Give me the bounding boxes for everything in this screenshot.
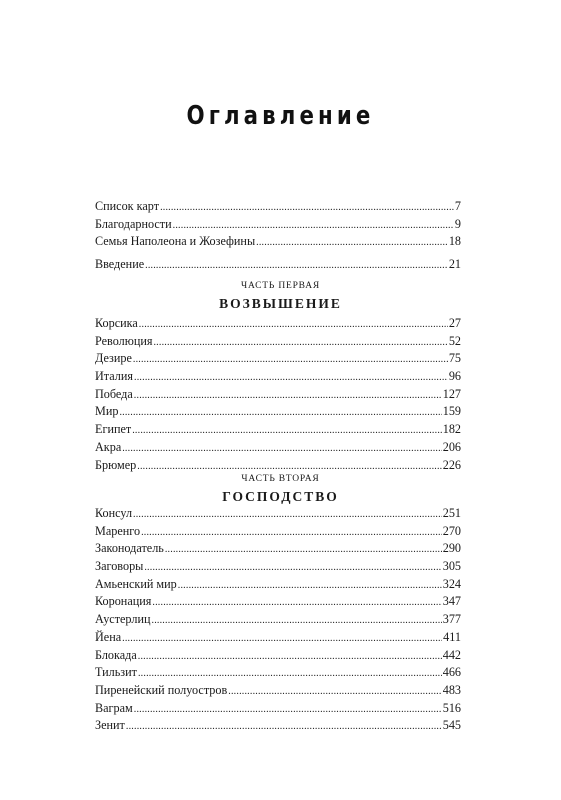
toc-entry-page: 226	[442, 457, 461, 472]
toc-entry[interactable]	[95, 457, 461, 475]
toc-entry-label: Йена	[95, 629, 122, 644]
toc-entry-label: Египет	[95, 422, 132, 437]
dot-leader	[122, 630, 442, 648]
toc-entry[interactable]	[95, 664, 461, 682]
part-label: ЧАСТЬ ПЕРВАЯ	[240, 281, 320, 291]
dot-leader	[178, 577, 442, 595]
toc-entry-page: 377	[442, 612, 461, 627]
dot-leader	[144, 559, 441, 577]
toc-entry[interactable]	[95, 368, 461, 386]
toc-entry-page: 290	[442, 541, 461, 556]
toc-entry-label: Амьенский мир	[95, 576, 177, 591]
toc-entry-label: Аустерлиц	[95, 612, 151, 627]
dot-leader	[228, 683, 441, 701]
toc-entry-label: Семья Наполеона и Жозефины	[95, 234, 256, 249]
toc-entry-page: 7	[454, 199, 461, 213]
toc-entry-page: 466	[442, 665, 461, 680]
toc-entry[interactable]	[95, 523, 461, 541]
dot-leader	[139, 316, 448, 334]
dot-leader	[138, 665, 442, 683]
dot-leader	[134, 701, 442, 719]
dot-leader	[126, 718, 442, 736]
toc-entry-page: 545	[442, 718, 461, 733]
toc-entry-label: Блокада	[95, 647, 137, 662]
toc-entry[interactable]	[95, 505, 461, 523]
toc-entry-label: Введение	[95, 257, 145, 271]
toc-entry-page: 442	[442, 647, 461, 662]
dot-leader	[134, 387, 442, 405]
dot-leader	[141, 524, 442, 542]
dot-leader	[133, 351, 448, 369]
toc-entry[interactable]	[95, 315, 461, 333]
dot-leader	[160, 199, 454, 217]
toc-entry[interactable]	[95, 576, 461, 594]
toc-entry-label: Победа	[95, 386, 133, 401]
dot-leader	[137, 458, 441, 476]
toc-entry[interactable]	[95, 558, 461, 576]
toc-entry-page: 483	[442, 682, 461, 697]
toc-entry-label: Консул	[95, 506, 133, 520]
part-label: ЧАСТЬ ВТОРАЯ	[241, 474, 320, 484]
dot-leader	[173, 217, 454, 235]
toc-entry-page: 347	[442, 594, 461, 609]
dot-leader	[133, 506, 442, 524]
dot-leader	[153, 334, 447, 352]
toc-entry-label: Законодатель	[95, 541, 164, 556]
dot-leader	[134, 369, 448, 387]
part-title: ГОСПОДСТВО	[222, 489, 339, 504]
toc-entry[interactable]	[95, 629, 461, 647]
toc-entry-label: Благодарности	[95, 216, 172, 231]
dot-leader	[132, 422, 441, 440]
toc-entry[interactable]	[95, 700, 461, 718]
toc-entry-label: Ваграм	[95, 700, 133, 715]
toc-entry-page: 18	[448, 234, 461, 249]
toc-part-one	[95, 315, 461, 474]
toc-entry[interactable]	[95, 717, 461, 735]
toc-entry[interactable]	[95, 647, 461, 665]
toc-entry[interactable]	[95, 216, 461, 234]
toc-entry-label: Пиренейский полуостров	[95, 682, 228, 697]
dot-leader	[119, 404, 441, 422]
toc-entry-label: Коронация	[95, 594, 152, 609]
toc-entry-page: 182	[442, 422, 461, 437]
toc-front-matter	[95, 198, 461, 251]
toc-entry-page: 127	[442, 386, 461, 401]
toc-entry-page: 21	[448, 257, 461, 271]
toc-entry[interactable]	[95, 403, 461, 421]
dot-leader	[152, 612, 442, 630]
toc-entry[interactable]	[95, 386, 461, 404]
toc-entry-label: Заговоры	[95, 559, 144, 574]
toc-entry[interactable]	[95, 233, 461, 251]
dot-leader	[256, 234, 448, 252]
dot-leader	[122, 440, 441, 458]
toc-entry-page: 324	[442, 576, 461, 591]
toc-entry[interactable]	[95, 682, 461, 700]
toc-entry[interactable]	[95, 256, 461, 274]
toc-entry[interactable]	[95, 593, 461, 611]
toc-entry-page: 411	[443, 629, 461, 644]
toc-entry-label: Список карт	[95, 199, 160, 213]
toc-entry-page: 96	[448, 369, 461, 384]
toc-entry[interactable]	[95, 540, 461, 558]
toc-intro	[95, 256, 461, 274]
toc-entry-page: 270	[442, 523, 461, 538]
toc-entry-page: 75	[448, 351, 461, 366]
toc-entry[interactable]	[95, 333, 461, 351]
part-title: ВОЗВЫШЕНИЕ	[219, 296, 342, 311]
toc-entry[interactable]	[95, 198, 461, 216]
toc-entry-label: Италия	[95, 369, 134, 384]
page-title: Оглавление	[186, 101, 375, 131]
toc-entry-page: 305	[442, 559, 461, 574]
toc-entry-label: Мир	[95, 404, 119, 419]
toc-entry-page: 516	[442, 700, 461, 715]
dot-leader	[145, 257, 448, 275]
toc-entry[interactable]	[95, 611, 461, 629]
toc-entry[interactable]	[95, 421, 461, 439]
dot-leader	[165, 541, 442, 559]
toc-entry[interactable]	[95, 350, 461, 368]
toc-entry-page: 206	[442, 439, 461, 454]
toc-entry-page: 9	[454, 216, 461, 231]
toc-entry-label: Корсика	[95, 316, 138, 330]
toc-entry-label: Акра	[95, 439, 122, 454]
toc-entry[interactable]	[95, 439, 461, 457]
toc-entry-page: 251	[442, 506, 461, 520]
toc-entry-label: Тильзит	[95, 665, 137, 680]
toc-entry-label: Дезире	[95, 351, 132, 366]
toc-entry-label: Маренго	[95, 523, 141, 538]
toc-entry-label: Революция	[95, 333, 153, 348]
toc-entry-page: 159	[442, 404, 461, 419]
toc-entry-page: 52	[448, 333, 461, 348]
dot-leader	[138, 648, 442, 666]
toc-entry-label: Брюмер	[95, 457, 137, 472]
toc-entry-label: Зенит	[95, 718, 125, 733]
dot-leader	[152, 594, 441, 612]
toc-entry-page: 27	[448, 316, 461, 330]
toc-part-two	[95, 505, 461, 735]
